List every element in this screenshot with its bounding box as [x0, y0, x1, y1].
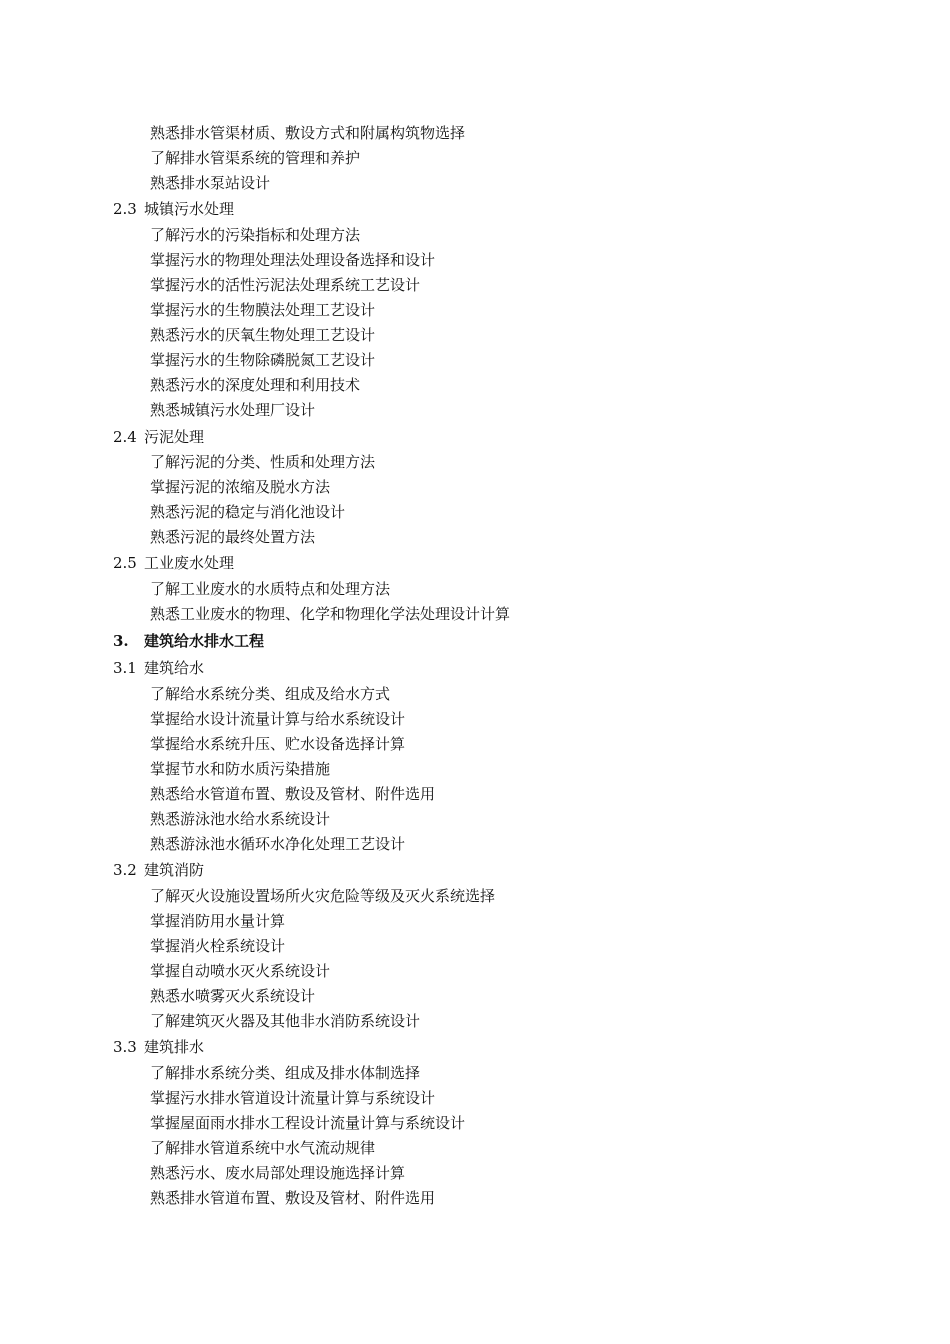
- list-item: 熟悉游泳池水循环水净化处理工艺设计: [150, 835, 406, 854]
- list-item: 熟悉游泳池水给水系统设计: [150, 810, 331, 829]
- list-item: 熟悉污泥的稳定与消化池设计: [150, 503, 346, 522]
- subsection-heading: [0, 655, 950, 682]
- heading-number: 3.: [113, 632, 129, 651]
- list-item: 掌握消火栓系统设计: [150, 936, 286, 955]
- list-item: 熟悉排水管渠材质、敷设方式和附属构筑物选择: [150, 124, 466, 142]
- list-item: 了解排水管道系统中水气流动规律: [150, 1139, 376, 1158]
- heading-number: 2.3: [113, 200, 137, 219]
- list-item: 掌握污水的生物膜法处理工艺设计: [150, 301, 376, 320]
- list-item: 掌握屋面雨水排水工程设计流量计算与系统设计: [150, 1114, 466, 1132]
- subsection-heading: [0, 424, 950, 451]
- subsection-heading: [0, 1034, 950, 1061]
- list-item: 熟悉排水泵站设计: [150, 174, 271, 193]
- list-item: 熟悉城镇污水处理厂设计: [150, 401, 316, 420]
- heading-number: 3.1: [113, 659, 137, 678]
- list-item: 熟悉污水、废水局部处理设施选择计算: [150, 1164, 406, 1183]
- subsection-heading: [0, 857, 950, 884]
- heading-text: 工业废水处理: [144, 554, 235, 573]
- list-item: 掌握给水系统升压、贮水设备选择计算: [150, 734, 406, 753]
- list-item: 了解排水管渠系统的管理和养护: [150, 149, 361, 168]
- list-item: 熟悉污泥的最终处置方法: [150, 528, 316, 547]
- list-item: 掌握污水的生物除磷脱氮工艺设计: [150, 351, 376, 370]
- list-item: 熟悉工业废水的物理、化学和物理化学法处理设计计算: [150, 605, 511, 623]
- section-heading: [0, 627, 950, 655]
- list-item: 熟悉污水的厌氧生物处理工艺设计: [150, 326, 376, 345]
- heading-text: 建筑消防: [144, 861, 205, 880]
- list-item: 掌握污水的活性污泥法处理系统工艺设计: [150, 275, 421, 294]
- list-item: 了解建筑灭火器及其他非水消防系统设计: [150, 1012, 421, 1031]
- heading-number: 3.2: [113, 861, 137, 880]
- list-item: 熟悉排水管道布置、敷设及管材、附件选用: [150, 1189, 436, 1208]
- list-item: 熟悉污水的深度处理和利用技术: [150, 376, 361, 395]
- heading-text: 城镇污水处理: [144, 200, 235, 219]
- heading-number: 3.3: [113, 1038, 137, 1057]
- list-item: 掌握给水设计流量计算与给水系统设计: [150, 709, 406, 728]
- list-item: 掌握污水的物理处理法处理设备选择和设计: [150, 250, 436, 269]
- heading-text: 建筑排水: [144, 1038, 205, 1057]
- list-item: 了解给水系统分类、组成及给水方式: [150, 684, 391, 703]
- subsection-heading: [0, 550, 950, 577]
- heading-number: 2.4: [113, 427, 137, 446]
- list-item: 了解排水系统分类、组成及排水体制选择: [150, 1063, 421, 1082]
- heading-number: 2.5: [113, 554, 137, 573]
- list-item: 了解灭火设施设置场所火灾危险等级及灭火系统选择: [150, 886, 496, 905]
- list-item: 了解工业废水的水质特点和处理方法: [150, 579, 391, 598]
- list-item: 了解污水的污染指标和处理方法: [150, 225, 361, 244]
- list-item: 掌握自动喷水灭火系统设计: [150, 962, 331, 981]
- subsection-heading: [0, 196, 950, 223]
- list-item: 了解污泥的分类、性质和处理方法: [150, 453, 376, 472]
- list-item: 掌握节水和防水质污染措施: [150, 759, 331, 778]
- list-item: 熟悉水喷雾灭火系统设计: [150, 987, 316, 1006]
- heading-text: 污泥处理: [144, 427, 205, 446]
- list-item: 掌握污水排水管道设计流量计算与系统设计: [150, 1088, 436, 1107]
- heading-text: 建筑给水: [144, 659, 205, 678]
- document-body: [0, 121, 950, 1211]
- list-item: 掌握污泥的浓缩及脱水方法: [150, 478, 331, 497]
- list-item: 熟悉给水管道布置、敷设及管材、附件选用: [150, 784, 436, 803]
- heading-text: 建筑给水排水工程: [144, 632, 265, 651]
- list-item: 掌握消防用水量计算: [150, 911, 286, 930]
